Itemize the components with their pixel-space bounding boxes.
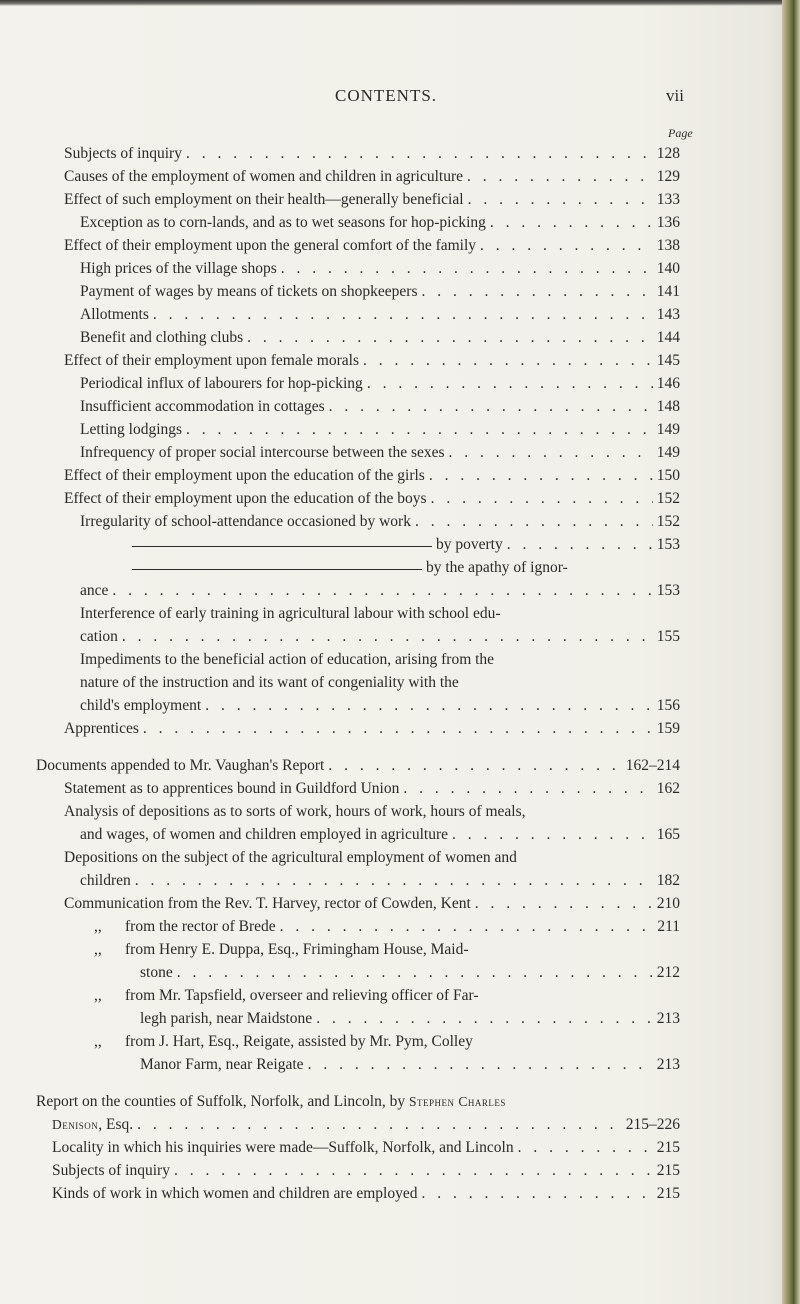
toc-entry-page: 153 [656,582,680,599]
page-number: vii [666,86,684,105]
toc-entry [80,511,680,533]
toc-entry-page: 144 [656,329,680,346]
toc-entry-title: Analysis of depositions as to sorts of work, hours of work, hours of meals, [64,803,526,820]
toc-entry-page: 182 [656,872,680,889]
toc-entry [64,718,680,740]
toc-entry-title: Kinds of work in which women and children are employed [52,1185,418,1202]
ditto-rule [132,546,432,547]
toc-entry [64,778,680,800]
ditto-rule [132,569,422,570]
toc-entry-title: Effect of their employment upon the education of the girls [64,467,425,484]
toc-entry-page: 156 [656,697,680,714]
running-head [0,86,800,106]
toc-entry-page: 148 [656,398,680,415]
toc-entry-title: Payment of wages by means of tickets on shopkeepers [80,283,418,300]
toc-entry-title [36,1091,506,1113]
running-head-title: CONTENTS. [335,86,438,105]
toc-entry-page: 155 [656,628,680,645]
toc-entry-page: 128 [656,145,680,162]
toc-entry [436,534,680,556]
toc-entry-title-cont: children [80,872,131,889]
toc-entry [80,695,680,717]
ditto-mark: ,, [94,1033,102,1050]
page-binding-edge [782,0,800,1304]
toc-entry-page: 146 [656,375,680,392]
toc-entry-title: Interference of early training in agricultural labour with school edu- [80,605,501,622]
toc-entry-title: Depositions on the subject of the agricultural employment of women and [64,849,517,866]
toc-entry-title: Allotments [80,306,149,323]
report-author-cont: Denison [52,1117,99,1132]
toc-entry [52,1183,680,1205]
toc-entry-title: Subjects of inquiry [52,1162,170,1179]
toc-entry [80,419,680,441]
toc-entry-page: 143 [656,306,680,323]
toc-entry-title: by poverty [436,536,503,553]
ditto-mark: ,, [94,941,102,958]
toc-entry-title: Exception as to corn-lands, and as to wet seasons for hop-picking [80,214,486,231]
toc-entry-title-cont: stone [140,964,173,981]
toc-entry-page: 149 [656,421,680,438]
page-column-label: Page [668,126,693,140]
toc-entry [80,212,680,234]
toc-entry-page: 136 [656,214,680,231]
toc-entry [140,1008,680,1030]
toc-entry [36,755,680,777]
toc-entry-page: 215 [656,1185,680,1202]
toc-entry-page: 133 [656,191,680,208]
toc-entry-page: 210 [656,895,680,912]
toc-entry-page: 162 [656,780,680,797]
toc-entry-title: Effect of their employment upon female morals [64,352,359,369]
toc-entry [52,1137,680,1159]
toc-entry-page: 215 [656,1139,680,1156]
toc-entry-title-cont: child's employment [80,697,202,714]
toc-entry [64,143,680,165]
toc-entry [80,824,680,846]
toc-entry-page: 152 [656,513,680,530]
toc-entry-page: 215–226 [625,1116,680,1133]
toc-entry-page: 149 [656,444,680,461]
toc-entry-page: 150 [656,467,680,484]
toc-entry [80,304,680,326]
toc-entry-title: Benefit and clothing clubs [80,329,244,346]
toc-entry [64,488,680,510]
toc-entry-page: 138 [656,237,680,254]
toc-entry [140,1054,680,1076]
toc-entry-title: Periodical influx of labourers for hop-picking [80,375,363,392]
toc-entry-page: 212 [656,964,680,981]
toc-entry [80,396,680,418]
toc-entry [80,373,680,395]
toc-entry-title: Apprentices [64,720,139,737]
toc-entry-title: from J. Hart, Esq., Reigate, assisted by Mr. Pym, Colley [125,1033,473,1050]
toc-entry [80,870,680,892]
toc-entry-title: from the rector of Brede [125,918,276,935]
toc-entry-title-cont: Manor Farm, near Reigate [140,1056,304,1073]
toc-entry [64,465,680,487]
report-author: Stephen Charles [408,1094,506,1109]
toc-entry-page: 159 [656,720,680,737]
toc-entry-title: Statement as to apprentices bound in Guildford Union [64,780,400,797]
toc-entry-page: 129 [656,168,680,185]
toc-entry-title: Letting lodgings [80,421,183,438]
toc-entry [125,916,680,938]
toc-entry-title: by the apathy of ignor- [426,559,568,576]
toc-entry [140,962,680,984]
toc-entry-title: Communication from the Rev. T. Harvey, rector of Cowden, Kent [64,895,471,912]
toc-entry [64,235,680,257]
ditto-mark: ,, [94,918,102,935]
toc-entry-title-cont: legh parish, near Maidstone [140,1010,313,1027]
toc-entry-page: 153 [656,536,680,553]
toc-entry [64,350,680,372]
toc-entry-page: 141 [656,283,680,300]
toc-entry [80,580,680,602]
toc-entry-title: Causes of the employment of women and children in agriculture [64,168,464,185]
toc-entry [80,626,680,648]
toc-entry-title: Infrequency of proper social intercourse between the sexes [80,444,445,461]
toc-entry [80,442,680,464]
toc-entry-page: 145 [656,352,680,369]
toc-entry-title-cont: and wages, of women and children employed in agriculture [80,826,449,843]
toc-entry-page: 215 [656,1162,680,1179]
toc-entry [80,327,680,349]
page-top-edge [0,0,800,6]
toc-entry-title: Effect of their employment upon the general comfort of the family [64,237,477,254]
toc-entry [64,189,680,211]
toc-entry-title: Irregularity of school-attendance occasioned by work [80,513,411,530]
toc-entry-title: Locality in which his inquiries were made—Suffolk, Norfolk, and Lincoln [52,1139,514,1156]
toc-entry-title: High prices of the village shops [80,260,277,277]
toc-entry [80,258,680,280]
toc-entry-title-cont: ance [80,582,109,599]
toc-entry [80,281,680,303]
toc-entry-title-cont: nature of the instruction and its want of congeniality with the [80,674,459,691]
toc-entry-page: 213 [656,1056,680,1073]
toc-entry [64,893,680,915]
toc-entry-title: Documents appended to Mr. Vaughan's Report [36,757,325,774]
toc-entry-page: 162–214 [625,757,680,774]
toc-entry-page: 211 [657,918,680,935]
toc-entry-title: Impediments to the beneficial action of education, arising from the [80,651,495,668]
toc-entry-title-cont: cation [80,628,118,645]
toc-entry-page: 165 [656,826,680,843]
toc-entry-page: 152 [656,490,680,507]
toc-entry-title: Subjects of inquiry [64,145,182,162]
toc-entry-title: from Mr. Tapsfield, overseer and relieving officer of Far- [125,987,479,1004]
toc-entry-page: 140 [656,260,680,277]
toc-entry-page: 213 [656,1010,680,1027]
toc-entry [52,1160,680,1182]
toc-entry-title: from Henry E. Duppa, Esq., Frimingham House, Maid- [125,941,469,958]
toc-entry [52,1114,680,1136]
toc-entry-title: Insufficient accommodation in cottages [80,398,325,415]
toc-entry-title: Effect of such employment on their health—generally beneficial [64,191,464,208]
toc-entry [64,166,680,188]
toc-entry-title: Effect of their employment upon the education of the boys [64,490,427,507]
ditto-mark: ,, [94,987,102,1004]
toc-entry-title-cont: , Esq. [98,1116,134,1133]
report-title: Report on the counties of Suffolk, Norfolk, and Lincoln, by [36,1093,406,1110]
